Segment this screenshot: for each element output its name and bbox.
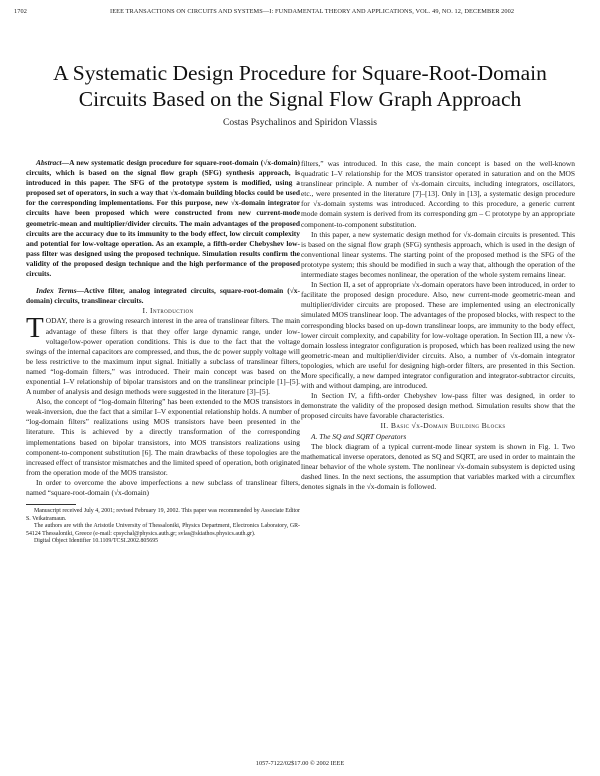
journal-name: IEEE TRANSACTIONS ON CIRCUITS AND SYSTEMS—I: FUNDAMENTAL THEORY AND APPLICATIONS, VOL. 49, NO. 12, DECEMBER 2002: [110, 8, 515, 15]
authors: Costas Psychalinos and Spiridon Vlassis: [223, 118, 377, 128]
right-column: [301, 159, 575, 492]
index-terms: [26, 286, 300, 306]
right-paragraph-4: In Section IV, a fifth-order Chebyshev low-pass filter was designed, in order to demonstrate the validity of the proposed design method. Simulation results show that the proposed circuits have favorable characteristics.: [301, 391, 575, 421]
running-header: [14, 8, 586, 15]
right-paragraph-5: The block diagram of a typical current-mode linear system is shown in Fig. 1. Two mathematical inverse operators, denoted as SQ and SQRT, are used in order to maintain the linear behavior of the whole system. The nonlinear √x-domain subsystem is depicted using dashed lines. In the next sections, the assumption that variables marked with a circumflex denotes signals in the √x-domain is followed.: [301, 441, 575, 491]
subsection-heading-sq-sqrt: A. The SQ and SQRT Operators: [311, 431, 407, 441]
footnote-affiliation: The authors are with the Aristotle University of Thessaloniki, Physics Department, Electronics Laboratory, GR-54124 Thessaloniki, Greece (e-mail: cpsychal@physics.auth.gr; svlas@skiathos.physics.auth.gr).: [26, 523, 300, 537]
abstract: [26, 158, 300, 279]
paper-title: A Systematic Design Procedure for Square-Root-Domain Circuits Based on the Signal Flow Graph Approach: [53, 61, 547, 111]
index-terms-label: Index Terms—: [36, 286, 84, 296]
copyright-line: 1057-7122/02$17.00 © 2002 IEEE: [255, 760, 345, 767]
section-heading-introduction: I. Introduction: [142, 306, 194, 316]
footnote-doi: Digital Object Identifier 10.1109/TCSI.2002.805695: [34, 538, 159, 545]
intro-paragraph-2: Also, the concept of “log-domain filtering” has been extended to the MOS transistors in weak-inversion, due the fact that a similar I–V exponential relationship holds. A number of “log-domain filters” realizations using MOS transistors have been presented in the literature. This is achieved by a directly transformation of the corresponding implementations based on bipolar transistors, into MOS transistors realizations using component-to-component substitution [6]. The main drawbacks of these topologies are the increased effect of transistor mismatches and the limited speed of operation, both originated from the operation mode of the MOS transistor.: [26, 397, 300, 477]
right-paragraph-2: In this paper, a new systematic design method for √x-domain circuits is presented. This is based on the signal flow graph (SFG) synthesis approach, which is used in the design of conventional linear systems. The starting point of the proposed method is the SFG of the prototype system; this should be modified in such a way that, although the operation of the intermediate stages becomes nonlinear, the operation of the whole system remains linear.: [301, 229, 575, 280]
intro-p1-text: ODAY, there is a growing research interest in the area of translinear filters. The main advantage of these filters is that they offer large dynamic range, under low-voltage/low-power operation conditions. This is due to the fact that the voltage swings of the internal capacitors are compressed, and thus, the dc power supply voltage will be less restrictive to the maximum input signal. Initially a subclass of translinear filters, named “log-domain filters,” was introduced. Their main concept was based on the exponential I–V relationship of bipolar transistors and on the translinear principle [1]–[5]. A number of analysis and design methods were suggested in the literature [3]–[5].: [26, 316, 300, 397]
left-column: [26, 158, 300, 546]
footnote-manuscript: Manuscript received July 4, 2001; revised February 19, 2002. This paper was recommended by Associate Editor S. Veikatramaun.: [26, 508, 300, 522]
footnote-rule: [26, 504, 76, 505]
right-paragraph-1: filters,” was introduced. In this case, the main concept is based on the well-known quadratic I–V relationship for the MOS transistor operated in saturation and on the MOS translinear principle. A number of √x-domain circuits, including integrators, oscillators, etc., were presented in the literature [7]–[13]. Only in [13], a systematic design procedure for √x-domain systems was introduced. According to this procedure, a generic current mode domain system is derived from its corresponding gm – C prototype by an appropriate component-to-component substitution.: [301, 159, 575, 229]
drop-cap: T: [26, 312, 44, 345]
index-terms-text: Active filter, analog integrated circuits, square-root-domain (√x-domain) circuits, translinear circuits.: [26, 286, 300, 306]
intro-paragraph-3: In order to overcome the above imperfections a new subclass of translinear filters, named “square-root-domain (√x-domain): [26, 477, 300, 497]
footnotes: [26, 508, 300, 546]
intro-paragraph-1: [26, 312, 300, 397]
page-number: 1702: [14, 8, 27, 15]
abstract-label: Abstract—: [36, 158, 70, 167]
abstract-text: A new systematic design procedure for square-root-domain (√x-domain) circuits, which is based on the signal flow graph (SFG) synthesis approach, is introduced in this paper. The SFG of the prototype system is modified, using a proposed set of operators, in such a way that √x-domain building blocks could be used for the corresponding implementations. For this purpose, new √x-domain integrator circuits have been proposed which were constructed from new current-mode geometric-mean and multiplier/divider circuits. The main advantages of the proposed circuits are the accuracy due to its immunity to the body effect, low circuit complexity and potential for low-voltage operation. As an example, a fifth-order Chebyshev low-pass filter was designed using the proposed technique. Simulation results confirm the validity of the proposed design technique and the high performance of the proposed circuits.: [26, 158, 300, 279]
right-paragraph-3: In Section II, a set of appropriate √x-domain operators have been introduced, in order to facilitate the proposed design procedure. Also, new current-mode geometric-mean and multiplier/divider circuits are proposed. These are implemented using an electronically simulated MOS translinear loop. The advantages of the proposed blocks, with respect to the corresponding blocks based on up-down translinear loops, are immunity to the body effect, lower circuit complexity, and capability for low-voltage operation. In Section III, a new √x-domain lossless integrator configuration is proposed, which has been realized using the new geometric-mean and multiplier/divider circuits. Also, a number of √x-domain integrator topologies, which are useful for designing high-order filters, are presented in this Section. More specifically, a new damped integrator configuration and integrator-subtractor circuits, with and without damping, are introduced.: [301, 280, 575, 391]
section-heading-building-blocks: II. Basic √x-Domain Building Blocks: [380, 421, 506, 431]
